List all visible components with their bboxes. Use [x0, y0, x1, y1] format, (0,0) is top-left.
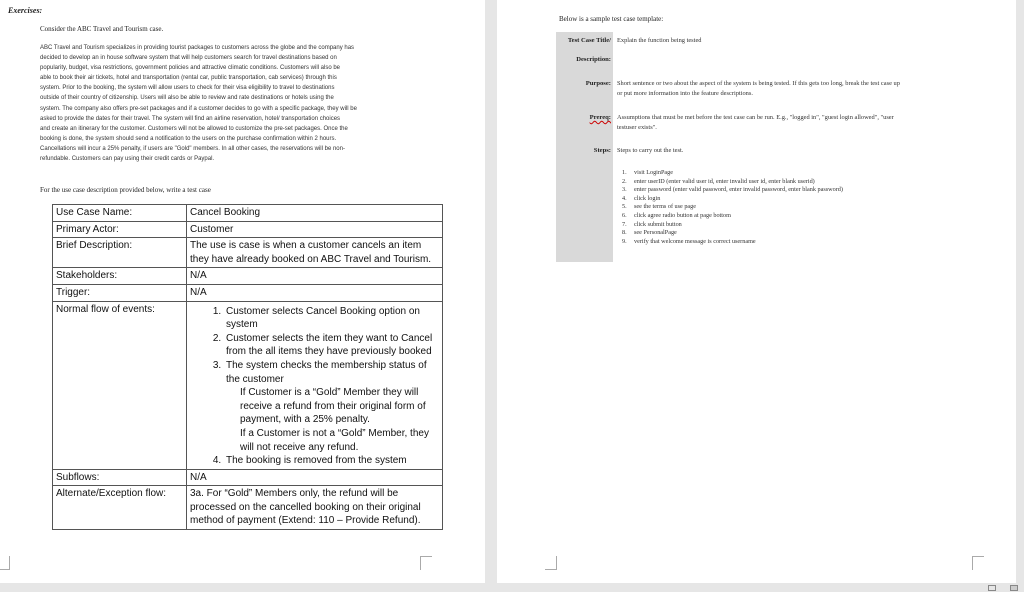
table-row: [53, 486, 443, 530]
step-text: enter userID (enter valid user id, enter invalid user id, enter blank userid): [634, 177, 815, 185]
step-text: click login: [634, 194, 661, 202]
zoom-icon[interactable]: [1010, 585, 1018, 591]
primary-actor-value: Customer: [187, 221, 443, 238]
purpose-line: Short sentence or two about the aspect of the system is being tested. If this gets too long, break the test case up: [617, 80, 900, 87]
list-item: 6. click agree radio button at page bottom: [622, 211, 731, 219]
status-bar: [0, 583, 1024, 592]
stakeholders-value: N/A: [187, 268, 443, 285]
scenario-line: ABC Travel and Tourism specializes in providing tourist packages to customers across the globe and the company has: [40, 45, 355, 51]
table-row: [53, 284, 443, 301]
alternate-flow-value: 3a. For “Gold” Members only, the refund will be processed on the cancelled booking on their original method of payment (Extend: 110 – Provide Refund).: [187, 486, 443, 530]
flow-step: 4. The booking is removed from the system: [224, 454, 439, 468]
use-case-table: [52, 204, 443, 530]
page-corner-mark: [972, 556, 984, 570]
flow-list-continued: [224, 454, 439, 468]
table-row: [53, 205, 443, 222]
list-item: 1. visit LoginPage: [622, 169, 674, 176]
prereq-line: Assumptions that must be met before the test case can be run. E.g., "logged in", "guest login allowed", "user: [617, 114, 894, 121]
list-item: 2. enter userID (enter valid user id, enter invalid user id, enter blank userid): [622, 177, 815, 185]
test-case-title-label: Test Case Title/: [567, 37, 611, 44]
description-label: Description:: [576, 56, 611, 63]
use-case-name-label: Use Case Name:: [53, 205, 187, 222]
table-row: [53, 268, 443, 285]
subflows-value: N/A: [187, 469, 443, 486]
primary-actor-label: Primary Actor:: [53, 221, 187, 238]
purpose-line: or put more information into the feature descriptions.: [617, 90, 753, 97]
template-intro: Below is a sample test case template:: [559, 15, 664, 23]
flow-list: [224, 305, 439, 387]
page-corner-mark: [545, 556, 557, 570]
stakeholders-label: Stakeholders:: [53, 268, 187, 285]
scenario-line: Cancellations will incur a 25% penalty, if users are "Gold" members. In all other cases, the reservations will be non-: [40, 145, 345, 152]
document-page-left: [0, 0, 485, 583]
document-page-right: [497, 0, 1016, 583]
scenario-paragraph: [40, 43, 418, 164]
step-text: click agree radio button at page bottom: [634, 211, 731, 219]
table-row: [53, 301, 443, 469]
steps-intro: Steps to carry out the test.: [617, 147, 684, 154]
use-case-intro: For the use case description provided below, write a test case: [40, 186, 211, 194]
view-mode-icon[interactable]: [988, 585, 996, 591]
consider-line: Consider the ABC Travel and Tourism case.: [40, 25, 164, 33]
scenario-line: outside of their country of citizenship. Users will also be able to review and rate destinations or hotels using the: [40, 95, 334, 102]
test-case-title-value: Explain the function being tested: [617, 37, 702, 44]
scenario-line: and create an itinerary for the customer. Customers will not be allowed to customize the pre-set packages. Once the: [40, 125, 348, 132]
brief-description-value: The use is case is when a customer cancels an item they have already booked on ABC Travel and Tourism.: [187, 238, 443, 268]
step-text: enter password (enter valid password, enter invalid password, enter blank password): [634, 186, 843, 194]
scenario-line: system. Prior to the booking, the system will allow users to check for their visa eligibility to travel to destinations: [40, 85, 335, 92]
alternate-flow-label: Alternate/Exception flow:: [53, 486, 187, 530]
scenario-line: decided to develop an in house software system that will help customers search for travel destinations based on: [40, 55, 337, 62]
scenario-line: booking is done, the system should send a notification to the users on the purchase confirmation within 2 hours.: [40, 135, 337, 142]
table-row: [53, 469, 443, 486]
steps-label: Steps:: [593, 147, 611, 154]
page-corner-mark: [0, 556, 10, 570]
step-text: see the terms of use page: [634, 203, 697, 211]
list-item: 7. click submit button: [622, 220, 682, 228]
step-text: click submit button: [634, 220, 682, 228]
subflows-label: Subflows:: [53, 469, 187, 486]
flow-step: 3. The system checks the membership status of the customer: [224, 359, 439, 386]
scenario-line: system. The company also offers pre-set packages and if a customer decides to go with a specific package, they will be: [40, 105, 357, 112]
prereq-value: [617, 113, 894, 133]
step-text: verify that welcome message is correct username: [634, 237, 756, 245]
scenario-line: able to book their air tickets, hotel and transportation (rental car, public transportation, cab services) through this: [40, 75, 337, 82]
prereq-label-text: Prereq:: [589, 114, 611, 121]
list-item: 3. enter password (enter valid password, enter invalid password, enter blank password): [622, 186, 843, 194]
list-item: 9. verify that welcome message is correct username: [622, 237, 756, 245]
scenario-line: asked to provide the dates for their travel. The system will find an airline reservation, hotel/ transportation choices: [40, 115, 341, 122]
step-text: visit LoginPage: [634, 169, 674, 176]
purpose-label: Purpose:: [585, 80, 611, 87]
purpose-value: [617, 79, 900, 99]
flow-step: 2. Customer selects the item they want to Cancel from the all items they have previously booked: [224, 332, 439, 359]
normal-flow-label: Normal flow of events:: [53, 301, 187, 469]
prereq-label: [557, 114, 611, 121]
table-row: [53, 238, 443, 268]
prereq-line: testuser exists".: [617, 124, 657, 131]
list-item: 4. click login: [622, 194, 661, 202]
list-item: 5. see the terms of use page: [622, 203, 697, 211]
trigger-value: N/A: [187, 284, 443, 301]
page-corner-mark: [420, 556, 432, 570]
brief-description-label: Brief Description:: [53, 238, 187, 268]
list-item: 8. see PersonalPage: [622, 229, 677, 237]
flow-condition-not-gold: If a Customer is not a “Gold” Member, they will not receive any refund.: [240, 427, 429, 453]
flow-step: 1. Customer selects Cancel Booking option on system: [224, 305, 439, 332]
scenario-line: popularity, budget, visa restrictions, government policies and attractive climatic conditions. Customers will also be: [40, 65, 341, 72]
normal-flow-value: [187, 301, 443, 469]
use-case-name-value: Cancel Booking: [187, 205, 443, 222]
steps-list: [622, 169, 843, 246]
step-text: see PersonalPage: [634, 229, 677, 237]
flow-condition-gold: If Customer is a “Gold” Member they will receive a refund from their original form of payment, with a 25% penalty.: [240, 387, 426, 426]
trigger-label: Trigger:: [53, 284, 187, 301]
exercises-heading: Exercises:: [8, 6, 43, 15]
scenario-line: refundable. Customers can pay using their credit cards or Paypal.: [40, 156, 215, 163]
table-row: [53, 221, 443, 238]
